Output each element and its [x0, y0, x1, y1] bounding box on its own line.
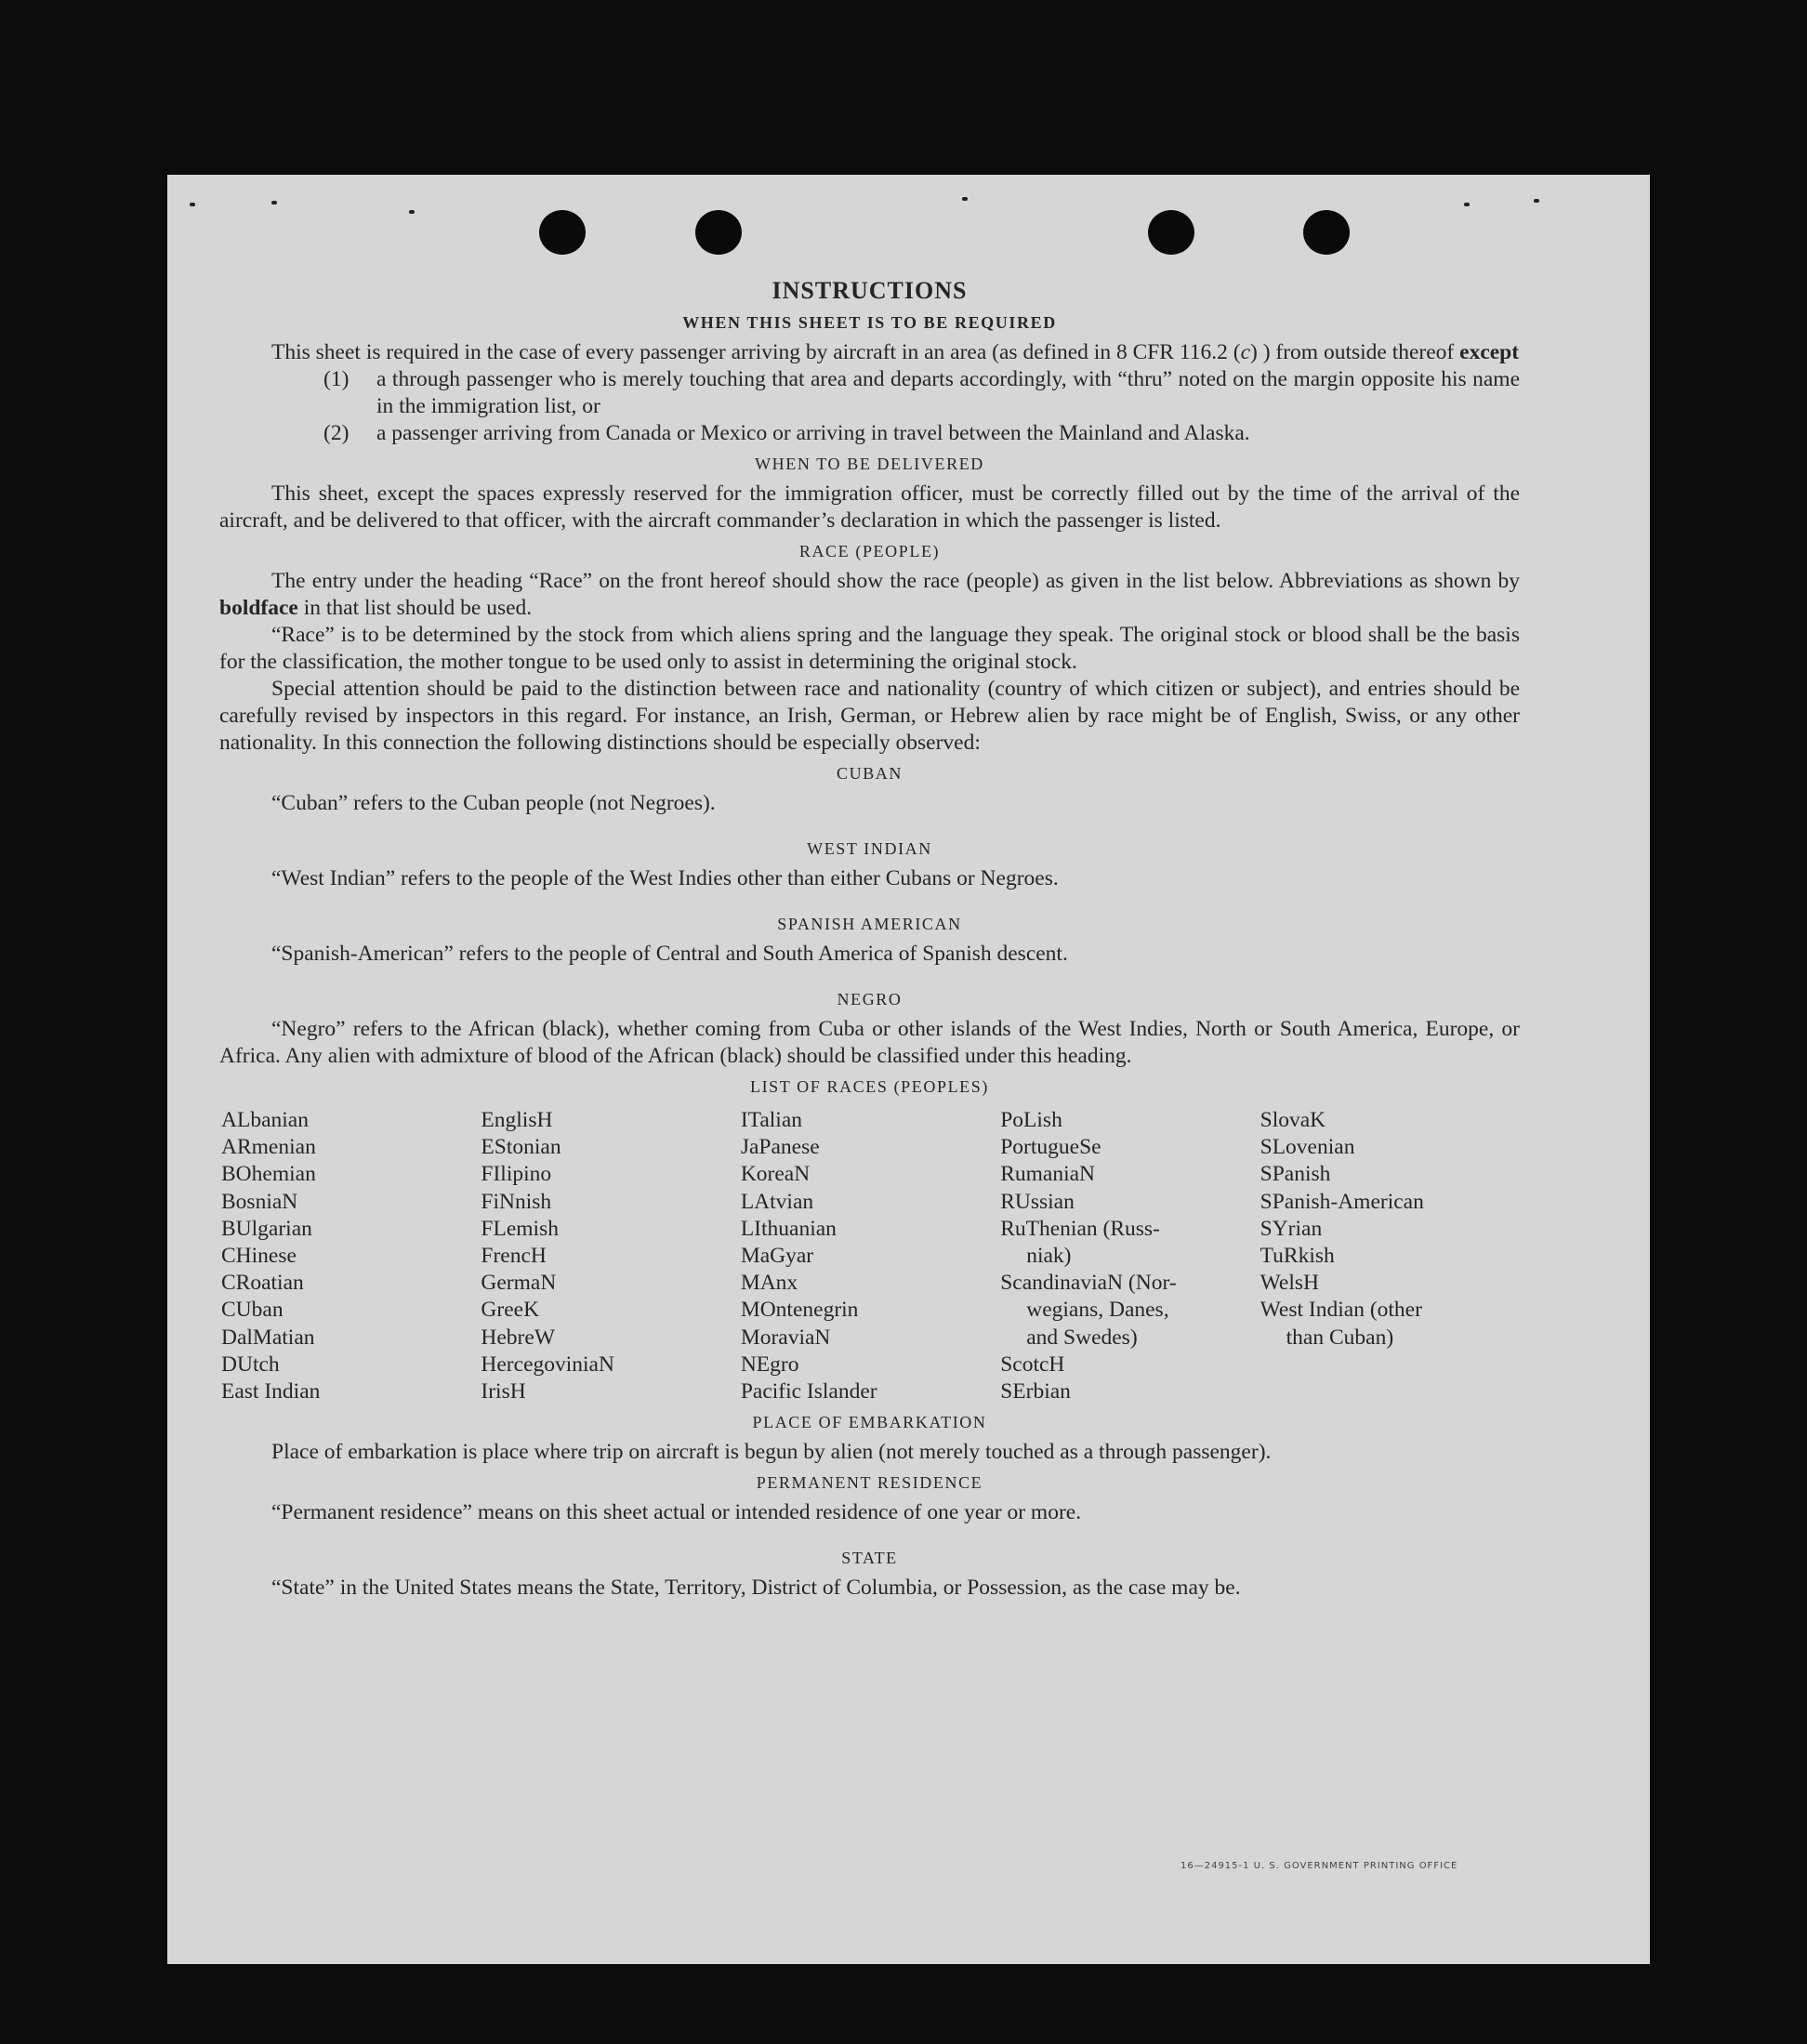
- race-item: East Indian: [221, 1379, 321, 1404]
- paragraph-race-3: Special attention should be paid to the distinction between race and nationality (country of which citizen or subject), and entries should be carefully revised by inspectors in this regard. For instance, an Irish, German, or Hebrew alien by race might be of English, Swiss, or any other nationality. In this connection the following distinctions should be especially observed:: [219, 677, 1520, 755]
- race-item: ScandinaviaN (Nor-: [1000, 1271, 1177, 1296]
- speck: [962, 197, 968, 201]
- races-column-4: [1000, 1107, 1260, 1405]
- heading-permanent-residence: PERMANENT RESIDENCE: [756, 1473, 983, 1493]
- race-item: ARmenian: [221, 1135, 316, 1160]
- race-item: PoLish: [1000, 1108, 1062, 1132]
- paragraph-required: This sheet is required in the case of every passenger arriving by aircraft in an area (as defined in 8 CFR 116.2 (c) ) from outside thereof except: [271, 340, 1520, 364]
- race-item: SPanish: [1260, 1162, 1331, 1187]
- printing-office-imprint: 16—24915-1 U. S. GOVERNMENT PRINTING OFFICE: [1180, 1861, 1458, 1871]
- race-item: CUban: [221, 1298, 284, 1323]
- race-item: PortugueSe: [1000, 1135, 1101, 1160]
- paragraph-permanent-residence: “Permanent residence” means on this sheet actual or intended residence of one year or more.: [271, 1500, 1082, 1525]
- race-item: MaGyar: [740, 1244, 814, 1269]
- race-item: ALbanian: [221, 1108, 309, 1132]
- heading-cuban: CUBAN: [836, 764, 903, 783]
- race-item: SPanish-American: [1260, 1189, 1424, 1214]
- races-column-3: [741, 1107, 1000, 1405]
- race-item: Pacific Islander: [740, 1379, 877, 1404]
- speck: [409, 210, 415, 214]
- race-item: HercegoviniaN: [481, 1352, 614, 1377]
- race-item: ITalian: [740, 1108, 803, 1132]
- race-item: LIthuanian: [740, 1216, 837, 1241]
- race-item: JaPanese: [740, 1135, 820, 1160]
- paragraph-race-1: The entry under the heading “Race” on the front hereof should show the race (people) as given in the list below. Abbreviations as shown by boldface in that list should be used.: [219, 569, 1520, 620]
- race-item: SErbian: [1000, 1379, 1071, 1404]
- exception-item-1: (1) a through passenger who is merely touching that area and departs accordingly, with “thru” noted on the margin opposite his name in the immigration list, or: [323, 367, 1520, 418]
- heading-negro: NEGRO: [837, 990, 903, 1009]
- heading-west-indian: WEST INDIAN: [807, 839, 932, 858]
- race-item: DalMatian: [221, 1325, 315, 1350]
- heading-race: RACE (PEOPLE): [798, 542, 941, 560]
- heading-list-of-races: LIST OF RACES (PEOPLES): [749, 1077, 989, 1096]
- heading-when-delivered: WHEN TO BE DELIVERED: [755, 455, 984, 473]
- race-item: DUtch: [221, 1352, 280, 1377]
- race-item: HebreW: [481, 1325, 555, 1350]
- race-item: BOhemian: [221, 1162, 316, 1187]
- speck: [1464, 203, 1470, 206]
- race-item: RUssian: [1000, 1189, 1075, 1214]
- race-item: FIlipino: [481, 1162, 552, 1187]
- race-item-continued: niak): [1026, 1244, 1072, 1269]
- paragraph-cuban: “Cuban” refers to the Cuban people (not Negroes).: [271, 791, 716, 815]
- paragraph-embarkation: Place of embarkation is place where trip on aircraft is begun by alien (not merely touched as a through passenger).: [271, 1440, 1272, 1465]
- race-item: GreeK: [481, 1298, 540, 1323]
- instruction-sheet: [167, 175, 1650, 1964]
- punch-hole: [695, 210, 742, 255]
- race-item: MoraviaN: [740, 1325, 831, 1350]
- punch-hole: [539, 210, 586, 255]
- race-item: MAnx: [740, 1271, 798, 1296]
- heading-state: STATE: [841, 1549, 898, 1568]
- race-item: ScotcH: [1000, 1352, 1065, 1377]
- exception-item-2: (2) a passenger arriving from Canada or Mexico or arriving in travel between the Mainland and Alaska.: [323, 421, 1250, 445]
- race-item-continued: than Cuban): [1286, 1325, 1394, 1350]
- paragraph-race-2: “Race” is to be determined by the stock from which aliens spring and the language they speak. The original stock or blood shall be the basis for the classification, the mother tongue to be used only to assist in determining the original stock.: [219, 623, 1520, 674]
- paragraph-negro: “Negro” refers to the African (black), whether coming from Cuba or other islands of the West Indies, North or South America, Europe, or Africa. Any alien with admixture of blood of the African (black) should be classified under this heading.: [219, 1017, 1520, 1068]
- heading-embarkation: PLACE OF EMBARKATION: [752, 1413, 987, 1432]
- race-item: SLovenian: [1260, 1135, 1355, 1160]
- race-item: BosniaN: [221, 1189, 298, 1214]
- race-item-continued: and Swedes): [1026, 1325, 1138, 1350]
- punch-hole: [1303, 210, 1350, 255]
- race-item: SlovaK: [1260, 1108, 1326, 1132]
- speck: [190, 203, 195, 206]
- paragraph-spanish-american: “Spanish-American” refers to the people of Central and South America of Spanish descent.: [271, 942, 1068, 966]
- race-item: SYrian: [1260, 1216, 1323, 1241]
- race-item: FLemish: [481, 1216, 559, 1241]
- race-item: LAtvian: [740, 1189, 814, 1214]
- heading-spanish-american: SPANISH AMERICAN: [777, 915, 962, 933]
- race-item: MOntenegrin: [740, 1298, 859, 1323]
- page-title: INSTRUCTIONS: [772, 277, 968, 304]
- race-item-continued: wegians, Danes,: [1026, 1298, 1169, 1323]
- speck: [271, 201, 277, 204]
- race-item: WelsH: [1260, 1271, 1319, 1296]
- races-column-5: [1260, 1107, 1520, 1405]
- paragraph-west-indian: “West Indian” refers to the people of the West Indies other than either Cubans or Negroes.: [271, 866, 1059, 890]
- race-item: RuThenian (Russ-: [1000, 1216, 1160, 1241]
- race-item: CHinese: [221, 1244, 297, 1269]
- speck: [1534, 199, 1539, 203]
- race-item: EStonian: [481, 1135, 561, 1160]
- race-item: West Indian (other: [1260, 1298, 1422, 1323]
- race-item: KoreaN: [740, 1162, 811, 1187]
- races-column-1: [221, 1107, 481, 1405]
- race-item: NEgro: [740, 1352, 799, 1377]
- race-item: BUlgarian: [221, 1216, 312, 1241]
- race-item: RumaniaN: [1000, 1162, 1096, 1187]
- race-item: FiNnish: [481, 1189, 552, 1214]
- race-item: FrencH: [481, 1244, 547, 1269]
- race-item: CRoatian: [221, 1271, 304, 1296]
- races-column-2: [481, 1107, 740, 1405]
- instructions-content: [219, 277, 1520, 1602]
- race-item: EnglisH: [481, 1108, 553, 1132]
- race-item: TuRkish: [1260, 1244, 1335, 1269]
- race-item: GermaN: [481, 1271, 557, 1296]
- paragraph-delivered: This sheet, except the spaces expressly reserved for the immigration officer, must be correctly filled out by the time of the arrival of the aircraft, and be delivered to that officer, with the aircraft commander’s declaration in which the passenger is listed.: [219, 481, 1520, 533]
- race-item: IrisH: [481, 1379, 526, 1404]
- paragraph-state: “State” in the United States means the State, Territory, District of Columbia, or Possession, as the case may be.: [271, 1576, 1241, 1601]
- punch-hole: [1148, 210, 1194, 255]
- heading-when-required: WHEN THIS SHEET IS TO BE REQUIRED: [682, 313, 1057, 332]
- races-list: [221, 1107, 1520, 1405]
